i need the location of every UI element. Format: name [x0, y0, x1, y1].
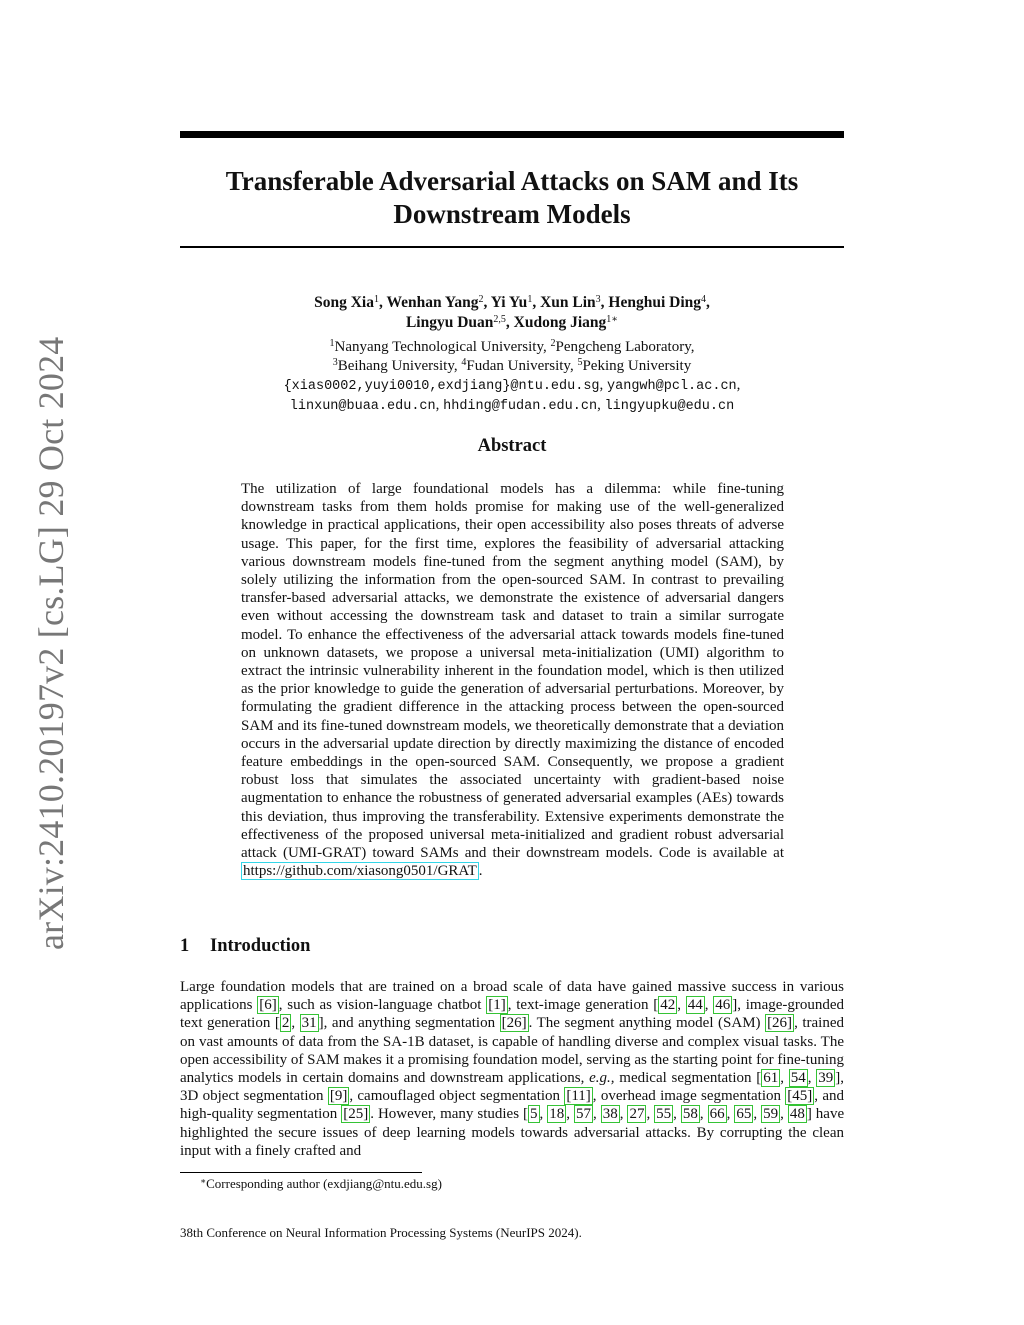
intro-text: , camouflaged object segmentation — [349, 1088, 565, 1105]
author-name: Henghui Ding — [608, 294, 701, 311]
affil-mark: 4 — [461, 357, 467, 368]
author-name: Song Xia — [314, 294, 374, 311]
title-bottom-rule — [180, 246, 844, 248]
author-affil-mark: 2,5 — [493, 314, 506, 325]
footnote-rule — [180, 1172, 422, 1173]
section-title: Introduction — [210, 936, 311, 956]
affil-mark: 3 — [332, 357, 338, 368]
affiliation: Pengcheng Laboratory — [555, 339, 691, 355]
citation-link[interactable]: 48 — [789, 1106, 805, 1123]
email-address: yangwh@pcl.ac.cn — [607, 379, 737, 394]
citation-link[interactable]: 59 — [763, 1106, 779, 1123]
intro-text: , overhead image segmentation — [592, 1088, 786, 1105]
intro-text: . However, many studies [ — [370, 1106, 528, 1123]
citation-link[interactable]: 66 — [709, 1106, 725, 1123]
affiliation: Peking University — [582, 358, 692, 374]
arxiv-stamp: arXiv:2410.20197v2 [cs.LG] 29 Oct 2024 — [31, 336, 71, 950]
affil-mark: 2 — [550, 338, 556, 349]
intro-text: ], and anything segmentation — [318, 1015, 500, 1032]
intro-text: , text-image generation [ — [507, 997, 659, 1014]
abstract-text: The utilization of large foundational models has a dilemma: while fine-tuning downstream tasks from them holds promise for making use of the well-generalized knowledge in practical applications, their open accessibility also poses threats of adverse usage. This paper, for the first time, explores the feasibility of adversarial attacking various downstream models fine-tuned from the segment anything model (SAM), by solely utilizing the information from the open-sourced SAM. In contrast to prevailing transfer-based adversarial attacks, we demonstrate the existence of adversarial dangers even without accessing the downstream task and dataset to train a similar surrogate model. To enhance the effectiveness of the adversarial attack towards models fine-tuned on unknown datasets, we propose a universal meta-initialization (UMI) algorithm to extract the intrinsic vulnerability inherent in the foundation model, which is then utilized as the prior knowledge to guide the generation of adversarial perturbations. Moreover, by formulating the gradient difference in the attacking process between the open-sourced SAM and its fine-tuned downstream models, we theoretically demonstrate that a deviation occurs in the adversarial update direction by directly maximizing the distance of encoded feature embeddings in the open-sourced SAM. Consequently, we propose a gradient robust loss that simulates the associated uncertainty with gradient-based noise augmentation to enhance the robustness of generated adversarial examples (AEs) towards this deviation, thus improving the transferability. Extensive experiments demonstrate the effectiveness of the proposed universal meta-initialized and gradient robust adversarial attack (UMI-GRAT) toward SAMs and their downstream models. Code is available at — [241, 481, 784, 862]
citation-link[interactable]: 18 — [549, 1106, 565, 1123]
author-list: Song Xia$^1$, Wenhan Yang$^2$, Yi Yu$^1$, Xun Lin$^3$, Henghui Ding$^4$, Lingyu Duan$^{2,5}$, Xudong Jiang$^{1∗}$ — [314, 294, 710, 331]
citation-link[interactable]: 57 — [575, 1106, 591, 1123]
citation-link[interactable]: 27 — [629, 1106, 645, 1123]
introduction-body: Large foundation models that are trained on a broad scale of data have gained massive success in various applications [6] , such as vision-language chatbot [1] , text-image generation [ 42 , 44 , 46 ], image-grounded text generation [ 2 , 31 ], and anything segmentation [26] . The segment anything model (SAM) [26] , trained on vast amounts of data from the SA-1B dataset, is capable of handling diverse and complex visual tasks. The open accessibility of SAM makes it a promising foundation model, serving as the starting point for fine-tuning analytics models in certain domains and downstream applications, e.g., medical segmentation [ 61 , 54 , 39 ], 3D object segmentation [9] , camouflaged object segmentation [11] , overhead image segmentation [45] , and high-quality segmentation [25] . However, many studies [ 5 , 18 , 57 , 38 , 27 , 55 , 58 , 66 , 65 , 59 , 48 ] have highlighted the secure issues of deep learning models towards adversarial attacks. By corrupting the clean input with a finely crafted and — [180, 979, 845, 1159]
author-name: Lingyu Duan — [405, 314, 494, 331]
citation-link[interactable]: [26] — [767, 1015, 793, 1032]
affil-mark: 1 — [329, 338, 335, 349]
intro-text: ] have highlighted the secure issues of deep learning models towards adversarial attacks. By corrupting the clean input with a finely crafted and — [180, 1106, 845, 1159]
author-affil-mark: 3 — [595, 294, 601, 305]
citation-link[interactable]: 2 — [281, 1015, 290, 1032]
author-name: Wenhan Yang — [386, 294, 479, 311]
abstract-end: . — [478, 863, 483, 880]
citation-link[interactable]: [26] — [501, 1015, 527, 1032]
citation-link[interactable]: [9] — [329, 1088, 348, 1105]
author-affil-mark: 1 — [527, 294, 533, 305]
abstract-body — [241, 480, 784, 880]
email-address: hhding@fudan.edu.cn — [443, 399, 598, 414]
abstract-heading: Abstract — [477, 436, 547, 456]
author-affil-mark: 2 — [478, 294, 484, 305]
paper-title — [180, 165, 844, 231]
intro-text: , such as vision-language chatbot — [278, 997, 487, 1014]
citation-link[interactable]: 55 — [656, 1106, 672, 1123]
citation-link[interactable]: 31 — [301, 1015, 317, 1032]
intro-text: , and high-quality segmentation — [180, 1088, 844, 1123]
citation-link[interactable]: [25] — [343, 1106, 369, 1123]
citation-link[interactable]: 38 — [602, 1106, 618, 1123]
citation-link[interactable]: 46 — [715, 997, 731, 1014]
intro-text: Large foundation models that are trained on a broad scale of data have gained massive success in various applications — [180, 979, 844, 1014]
citation-link[interactable]: 5 — [530, 1106, 538, 1123]
affiliation: Nanyang Technological University — [334, 339, 543, 355]
email-address: {xias0002,yuyi0010,exdjiang}@ntu.edu.sg — [283, 379, 600, 394]
intro-text: ], 3D object segmentation — [180, 1070, 845, 1105]
author-affil-mark: 4 — [701, 294, 706, 305]
footnote-mark: ∗ — [200, 1176, 207, 1186]
affil-mark: 5 — [577, 357, 583, 368]
email-address: lingyupku@edu.cn — [604, 399, 735, 414]
author-affil-mark: 1 — [373, 294, 379, 305]
emphasis-eg: e.g., — [589, 1070, 615, 1087]
footnote-text: Corresponding author (exdjiang@ntu.edu.sg) — [206, 1176, 442, 1191]
title-line-1: Transferable Adversarial Attacks on SAM and Its — [225, 166, 799, 196]
author-affil-mark: 1∗ — [606, 314, 619, 325]
email-address: linxun@buaa.edu.cn — [289, 399, 436, 414]
introduction-heading — [180, 936, 310, 957]
intro-text: ], image-grounded text generation [ — [180, 997, 845, 1032]
venue-note: 38th Conference on Neural Information Processing Systems (NeurIPS 2024). — [180, 1225, 582, 1240]
affiliation: Fudan University — [466, 358, 570, 374]
intro-text: . The segment anything model (SAM) — [528, 1015, 766, 1032]
intro-text: medical segmentation [ — [614, 1070, 762, 1087]
author-name: Xudong Jiang — [513, 314, 607, 331]
citation-link[interactable]: 39 — [818, 1070, 834, 1087]
affiliations: $^1$Nanyang Technological University, $^2$Pengcheng Laboratory, $^3$Beihang University, $^4$Fudan University, $^5$Peking University {xias0002,yuyi0010,exdjiang}@ntu.edu.sg, yangwh@pcl.ac.cn, linxun@buaa.edu.cn, hhding@fudan.edu.cn, lingyupku@edu.cn — [283, 338, 741, 414]
citation-link[interactable]: 61 — [763, 1070, 779, 1087]
footnote — [200, 1176, 442, 1192]
title-line-2: Downstream Models — [393, 199, 631, 229]
citation-link[interactable]: 58 — [682, 1106, 698, 1123]
intro-text: , trained on vast amounts of data from the SA-1B dataset, is capable of handling diverse and complex visual tasks. The open accessibility of SAM makes it a promising foundation model, serving as the starting point for fine-tuning analytics models in certain domains and downstream applications, — [180, 1015, 844, 1087]
title-top-rule — [180, 131, 844, 138]
citation-link[interactable]: 65 — [736, 1106, 752, 1123]
section-number: 1 — [180, 936, 190, 956]
citation-link[interactable]: [45] — [787, 1088, 813, 1105]
citation-link[interactable]: [1] — [488, 997, 506, 1014]
citation-link[interactable]: 44 — [687, 997, 703, 1014]
affiliation: Beihang University — [337, 358, 454, 374]
citation-link[interactable]: 42 — [660, 997, 676, 1014]
citation-link[interactable]: 54 — [790, 1070, 806, 1087]
citation-link[interactable]: [6] — [259, 997, 277, 1014]
author-name: Xun Lin — [540, 294, 596, 311]
citation-link[interactable]: [11] — [566, 1088, 591, 1105]
code-link[interactable]: https://github.com/xiasong0501/GRAT — [243, 863, 477, 880]
author-name: Yi Yu — [490, 294, 528, 311]
